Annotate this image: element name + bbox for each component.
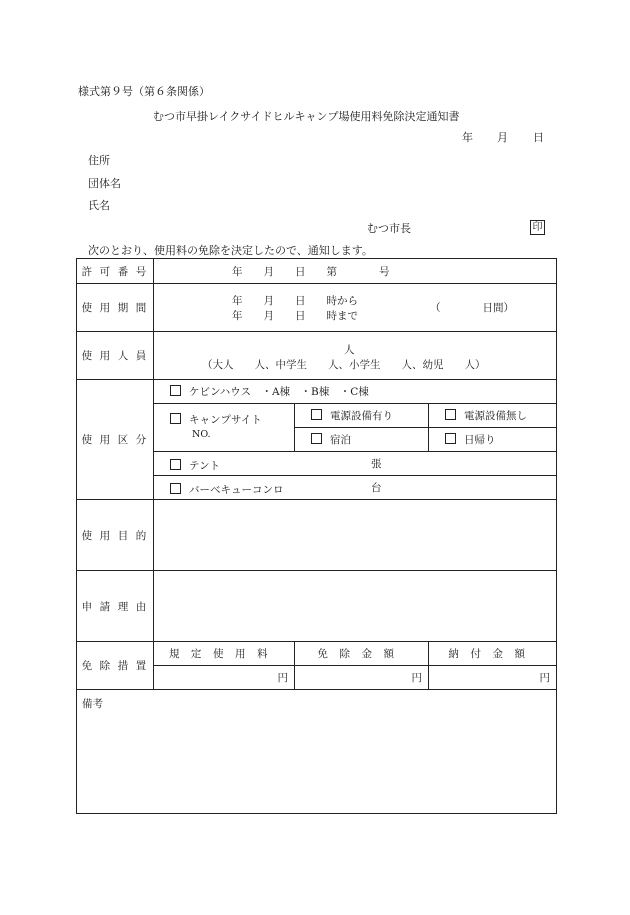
standard-fee-header: 規定使用料 (154, 642, 295, 666)
reason-label: 申 請 理 由 (77, 571, 154, 642)
date-year: 年 (462, 131, 473, 144)
persons-breakdown: （大人 人、中学生 人、小学生 人、幼児 人） (202, 358, 486, 371)
daytrip-checkbox[interactable] (445, 433, 456, 444)
purpose-label: 使 用 目 的 (77, 500, 154, 571)
period-to: 年 月 日 時まで (232, 309, 358, 322)
persons-value[interactable] (154, 332, 557, 380)
power-yes-label: 電源設備有り (330, 410, 393, 422)
permit-label: 許 可 番 号 (77, 259, 154, 284)
row-persons (77, 332, 557, 380)
permit-value[interactable]: 年 月 日 第 号 (154, 259, 557, 284)
standard-fee-field[interactable]: 円 (154, 666, 295, 690)
row-reason (77, 571, 557, 642)
payment-amount-field[interactable]: 円 (429, 666, 557, 690)
cabin-checkbox[interactable] (170, 385, 181, 396)
bbq-checkbox[interactable] (170, 483, 181, 494)
daytrip-cell[interactable] (429, 428, 557, 452)
purpose-field[interactable] (154, 500, 557, 571)
seal-mark: 印 (530, 220, 545, 235)
power-no-cell[interactable] (429, 404, 557, 428)
document-title: むつ市早掛レイクサイドヒルキャンプ場使用料免除決定通知書 (153, 110, 460, 123)
exemption-form-table (76, 258, 557, 814)
issuer: むつ市長 (367, 222, 411, 235)
stay-cell[interactable] (295, 428, 429, 452)
category-tent[interactable] (154, 452, 557, 476)
category-bbq[interactable] (154, 476, 557, 500)
reason-field[interactable] (154, 571, 557, 642)
row-permit (77, 259, 557, 284)
period-from: 年 月 日 時から (232, 294, 358, 307)
period-days: （ 日間） (430, 301, 514, 314)
cabin-label: ケビンハウス ・A棟 ・B棟 ・C棟 (189, 386, 369, 398)
bbq-unit: 台 (371, 481, 382, 494)
period-label: 使 用 期 間 (77, 284, 154, 332)
intro-text: 次のとおり、使用料の免除を決定したので、通知します。 (88, 244, 373, 257)
tent-checkbox[interactable] (170, 459, 181, 470)
tent-unit: 張 (371, 457, 382, 470)
addressee-name: 氏名 (88, 199, 110, 212)
persons-label: 使 用 人 員 (77, 332, 154, 380)
stay-label: 宿泊 (330, 434, 351, 446)
payment-amount-header: 納付金額 (429, 642, 557, 666)
remarks-label: 備考 (82, 698, 103, 710)
exempt-amount-field[interactable]: 円 (295, 666, 429, 690)
row-period (77, 284, 557, 332)
power-yes-cell[interactable] (295, 404, 429, 428)
row-remarks (77, 690, 557, 814)
campsite-number: NO. (192, 429, 211, 440)
campsite-checkbox[interactable] (170, 413, 181, 424)
date-day: 日 (533, 131, 544, 144)
power-no-checkbox[interactable] (445, 409, 456, 420)
remarks-field[interactable] (77, 690, 557, 814)
exemption-label: 免 除 措 置 (77, 642, 154, 690)
category-campsite[interactable] (154, 404, 295, 452)
campsite-label: キャンプサイト (189, 414, 262, 426)
power-yes-checkbox[interactable] (311, 409, 322, 420)
power-no-label: 電源設備無し (464, 410, 527, 422)
form-id: 様式第９号（第６条関係） (78, 85, 210, 98)
persons-total: 人 (344, 343, 355, 356)
stay-checkbox[interactable] (311, 433, 322, 444)
daytrip-label: 日帰り (464, 434, 496, 446)
exempt-amount-header: 免除金額 (295, 642, 429, 666)
addressee-address: 住所 (88, 154, 110, 167)
category-label: 使 用 区 分 (77, 380, 154, 500)
row-purpose (77, 500, 557, 571)
row-exemption-head (77, 642, 557, 666)
tent-label: テント (189, 459, 220, 472)
row-category-cabin (77, 380, 557, 404)
addressee-group: 団体名 (88, 177, 121, 190)
date-month: 月 (497, 131, 508, 144)
bbq-label: バーベキューコンロ (189, 483, 284, 496)
category-cabin[interactable] (154, 380, 557, 404)
period-value[interactable] (154, 284, 557, 332)
